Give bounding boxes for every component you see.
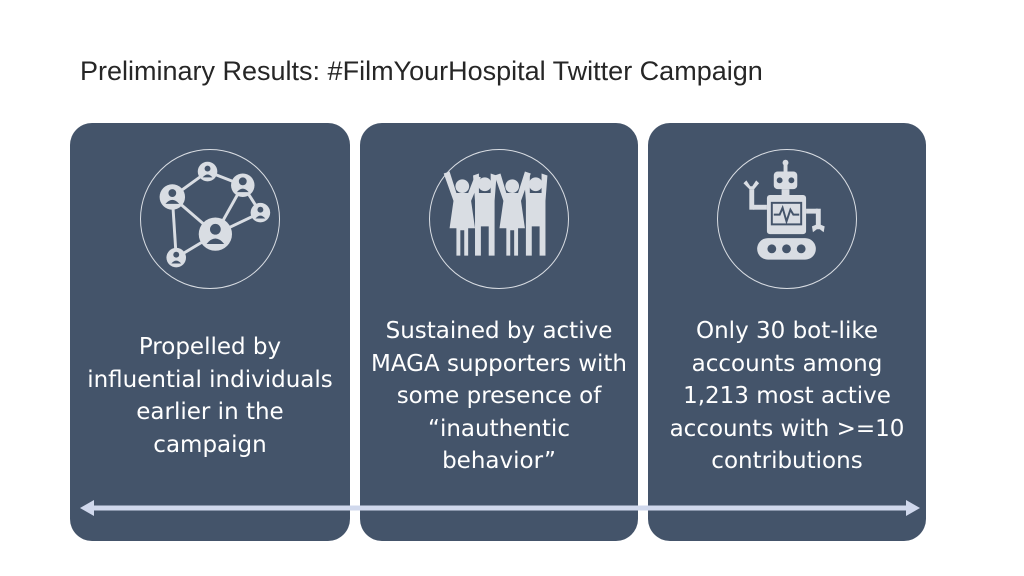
network-people-icon bbox=[140, 149, 280, 289]
card-bot-like-accounts bbox=[648, 123, 926, 541]
card-text: Only 30 bot-like accounts among 1,213 most active accounts with >=10 contributions bbox=[669, 318, 905, 474]
slide-title: Preliminary Results: #FilmYourHospital Twitter Campaign bbox=[80, 56, 763, 86]
card-influential-individuals bbox=[70, 123, 350, 541]
timeline-arrow bbox=[80, 496, 920, 520]
card-maga-supporters bbox=[360, 123, 638, 541]
card-text: Propelled by influential individuals earlier in the campaign bbox=[87, 334, 333, 458]
robot-icon bbox=[717, 149, 857, 289]
people-group-icon bbox=[429, 149, 569, 289]
card-text: Sustained by active MAGA supporters with some presence of “inauthentic behavior” bbox=[370, 318, 628, 474]
